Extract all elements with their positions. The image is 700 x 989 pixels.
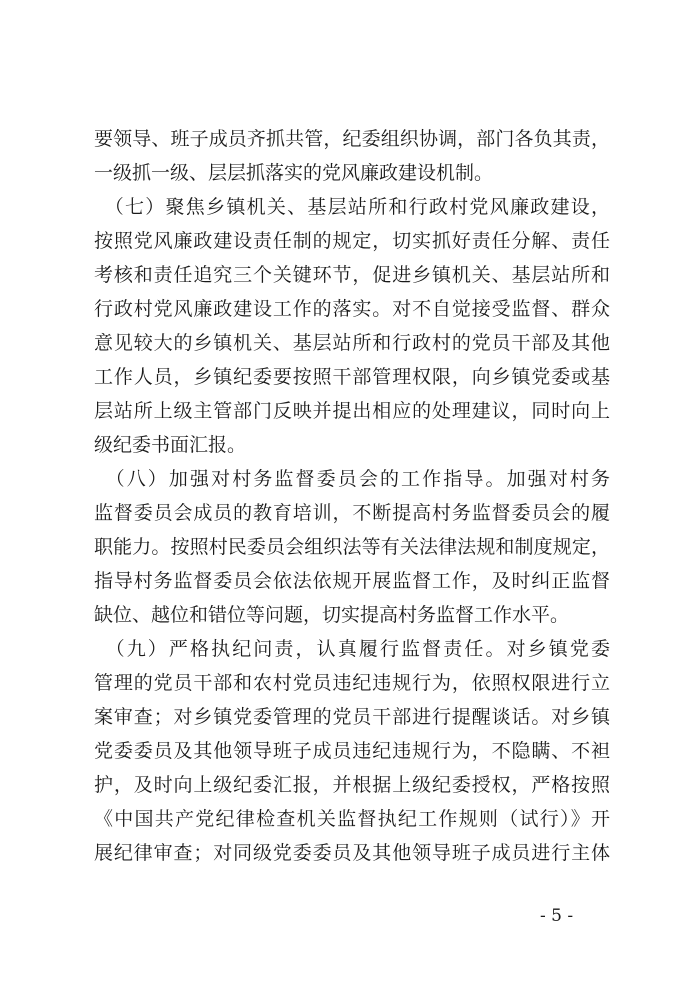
text-line: （七）聚焦乡镇机关、基层站所和行政村党风廉政建设，	[94, 196, 610, 218]
text-line: 层站所上级主管部门反映并提出相应的处理建议，同时向上	[94, 400, 610, 422]
text-line: 指导村务监督委员会依法依规开展监督工作，及时纠正监督	[94, 570, 610, 592]
text-line: 职能力。按照村民委员会组织法等有关法律法规和制度规定，	[94, 536, 610, 558]
text-line: 要领导、班子成员齐抓共管，纪委组织协调，部门各负其责，	[94, 128, 610, 150]
text-line: 意见较大的乡镇机关、基层站所和行政村的党员干部及其他	[94, 332, 610, 354]
text-line: 案审查；对乡镇党委管理的党员干部进行提醒谈话。对乡镇	[94, 706, 610, 728]
text-line: 《中国共产党纪律检查机关监督执纪工作规则（试行）》开	[94, 808, 610, 830]
text-line: 按照党风廉政建设责任制的规定，切实抓好责任分解、责任	[94, 230, 610, 252]
text-line: 一级抓一级、层层抓落实的党风廉政建设机制。	[94, 162, 494, 184]
text-line: 考核和责任追究三个关键环节，促进乡镇机关、基层站所和	[94, 264, 610, 286]
body-text	[94, 122, 610, 870]
text-line: （八）加强对村务监督委员会的工作指导。加强对村务	[94, 468, 610, 490]
text-line: 党委委员及其他领导班子成员违纪违规行为，不隐瞒、不袒	[94, 740, 610, 762]
text-line: （九）严格执纪问责，认真履行监督责任。对乡镇党委	[94, 638, 610, 660]
text-line: 管理的党员干部和农村党员违纪违规行为，依照权限进行立	[94, 672, 610, 694]
text-line: 行政村党风廉政建设工作的落实。对不自觉接受监督、群众	[94, 298, 610, 320]
text-line: 展纪律审查；对同级党委委员及其他领导班子成员进行主体	[94, 842, 610, 864]
text-line: 级纪委书面汇报。	[94, 434, 247, 456]
text-line: 工作人员，乡镇纪委要按照干部管理权限，向乡镇党委或基	[94, 366, 610, 388]
text-line: 监督委员会成员的教育培训，不断提高村务监督委员会的履	[94, 502, 610, 524]
page-number: - 5 -	[540, 906, 574, 926]
text-line: 护，及时向上级纪委汇报，并根据上级纪委授权，严格按照	[94, 774, 610, 796]
text-line: 缺位、越位和错位等问题，切实提高村务监督工作水平。	[94, 604, 570, 626]
